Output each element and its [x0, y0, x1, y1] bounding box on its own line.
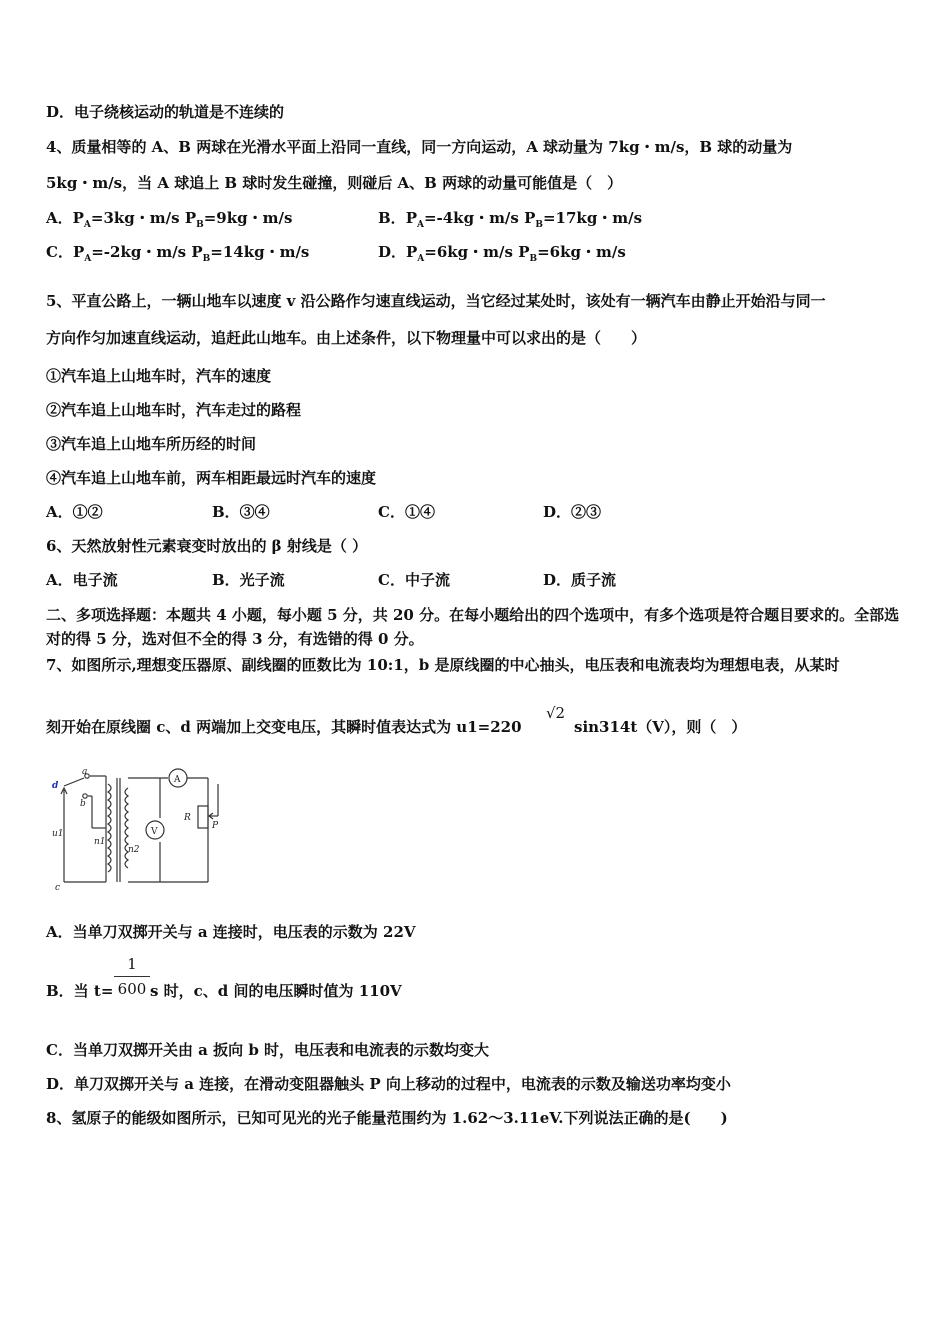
label-n1: n1: [94, 837, 106, 847]
q5-item-4: ④汽车追上山地车前，两车相距最远时汽车的速度: [46, 469, 377, 487]
q7-option-d: D．单刀双掷开关与 a 连接，在滑动变阻器触头 P 向上移动的过程中，电流表的示数及输送功率均变小: [46, 1075, 731, 1093]
q5-option-a: A．①②: [46, 503, 103, 521]
label-voltmeter: V: [151, 827, 158, 837]
q4-stem-line1: 4、质量相等的 A、B 两球在光滑水平面上沿同一直线，同一方向运动，A 球动量为 7kg・m/s，B 球的动量为: [46, 138, 793, 156]
label-d: d: [52, 781, 59, 791]
label-c: c: [55, 883, 61, 892]
sqrt-2: √2: [546, 704, 566, 722]
label-u1: u1: [52, 829, 64, 839]
q5-item-3: ③汽车追上山地车所历经的时间: [46, 435, 257, 453]
q7-stem-line2b: sin314t（V），则（ ）: [574, 718, 747, 736]
q7-stem-line2a: 刻开始在原线圈 c、d 两端加上交变电压，其瞬时值表达式为 u1=220: [46, 718, 522, 736]
q7-stem-line1: 7、如图所示,理想变压器原、副线圈的匝数比为 10:1，b 是原线圈的中心抽头，电压表和电流表均为理想电表，从某时: [46, 656, 840, 674]
label-r: R: [184, 813, 191, 823]
q5-option-d: D．②③: [543, 503, 602, 521]
q7-option-c: C．当单刀双掷开关由 a 扳向 b 时，电压表和电流表的示数均变大: [46, 1041, 490, 1059]
q6-option-b: B．光子流: [212, 571, 285, 589]
label-b: b: [80, 799, 86, 809]
q8-stem: 8、氢原子的能级如图所示，已知可见光的光子能量范围约为 1.62～3.11eV.下列说法正确的是( ): [46, 1109, 728, 1127]
q6-option-d: D．质子流: [543, 571, 617, 589]
q3-option-d: D．电子绕核运动的轨道是不连续的: [46, 103, 285, 121]
q6-option-a: A．电子流: [46, 571, 118, 589]
q4-option-b: B．$P_A=-4kg$・m/s $P_B=17kg$・m/s: [378, 209, 643, 230]
label-n2: n2: [128, 845, 140, 855]
q6-option-c: C．中子流: [378, 571, 450, 589]
switch-lever: [64, 778, 84, 786]
section-2-instructions: 二、多项选择题：本题共 4 小题，每小题 5 分，共 20 分。在每小题给出的四个选项中，有多个选项是符合题目要求的。全部选对的得 5 分，选对但不全的得 3 分，有选错的得 0 分。: [46, 606, 900, 648]
label-p: P: [212, 821, 219, 831]
q7-option-b-suffix: s 时，c、d 间的电压瞬时值为 110V: [150, 982, 402, 1000]
q7-option-a: A．当单刀双掷开关与 a 连接时，电压表的示数为 22V: [46, 923, 416, 941]
transformer-circuit-figure: [48, 764, 226, 892]
q5-item-1: ①汽车追上山地车时，汽车的速度: [46, 367, 272, 385]
rheostat-r: [198, 806, 208, 828]
q5-item-2: ②汽车追上山地车时，汽车走过的路程: [46, 401, 302, 419]
q4-stem-line2: 5kg・m/s，当 A 球追上 B 球时发生碰撞，则碰后 A、B 两球的动量可能值是（ ）: [46, 174, 623, 192]
label-ammeter: A: [174, 775, 181, 785]
q5-stem-line1: 5、平直公路上，一辆山地车以速度 v 沿公路作匀速直线运动，当它经过某处时，该处有一辆汽车由静止开始沿与同一: [46, 292, 826, 310]
q5-stem-line2: 方向作匀加速直线运动，追赶此山地车。由上述条件，以下物理量中可以求出的是（ ）: [46, 329, 647, 347]
q4-option-d: D．$P_A=6kg$・m/s $P_B=6kg$・m/s: [378, 243, 626, 264]
primary-coil: [108, 784, 111, 872]
label-a: a: [82, 767, 88, 777]
terminal-b: [83, 794, 87, 798]
q5-option-c: C．①④: [378, 503, 435, 521]
fraction-1-600: $\frac{1}{600}$: [114, 954, 150, 999]
secondary-coil: [125, 788, 128, 868]
q7-option-b-prefix: B．当 t=: [46, 982, 114, 1000]
q4-option-c: C．$P_A=-2kg$・m/s $P_B=14kg$・m/s: [46, 243, 310, 264]
q5-option-b: B．③④: [212, 503, 270, 521]
q4-option-a: A．$P_A=3kg$・m/s $P_B=9kg$・m/s: [46, 209, 293, 230]
q6-stem: 6、天然放射性元素衰变时放出的 β 射线是（ ）: [46, 537, 368, 555]
